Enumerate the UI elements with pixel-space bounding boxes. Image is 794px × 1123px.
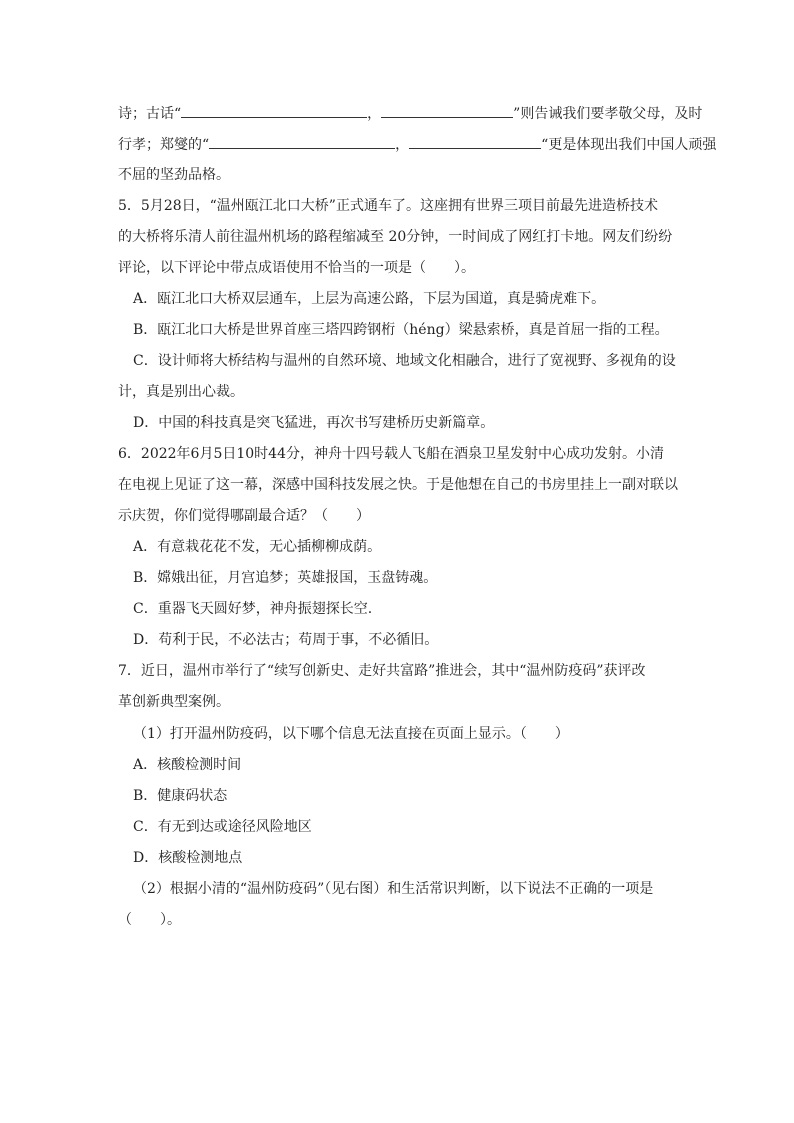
question-6-stem: 示庆贺，你们觉得哪副最合适？（ ） [118, 508, 370, 524]
question-7-sub-1: （1）打开温州防疫码，以下哪个信息无法直接在页面上显示。（ ） [133, 726, 569, 742]
fill-blank-1[interactable] [181, 103, 367, 118]
intro-text: 行孝；郑燮的“ [118, 137, 210, 153]
intro-separator: ， [367, 106, 382, 122]
question-7-option-d[interactable]: D．核酸检测地点 [133, 850, 243, 866]
question-6-option-c[interactable]: C．重器飞天圆好梦，神舟振翅探长空. [133, 601, 373, 617]
question-6-option-a[interactable]: A．有意栽花花不发，无心插柳柳成荫。 [133, 539, 382, 555]
question-6-stem: 6．2022年6月5日10时44分，神舟十四号载人飞船在酒泉卫星发射中心成功发射。小清 [118, 446, 664, 462]
question-6-stem: 在电视上见证了这一幕，深感中国科技发展之快。于是他想在自己的书房里挂上一副对联以 [118, 477, 678, 493]
question-6-option-d[interactable]: D．苟利于民，不必法古；苟周于事，不必循旧。 [133, 632, 439, 648]
fill-blank-4[interactable] [409, 134, 541, 149]
question-6-option-b[interactable]: B．嫦娥出征，月宫追梦；英雄报国，玉盘铸魂。 [133, 570, 438, 586]
question-7-sub-2-cont: （ ）。 [118, 912, 181, 928]
question-7-sub-2: （2）根据小清的“温州防疫码”（见右图）和生活常识判断，以下说法不正确的一项是 [133, 881, 654, 897]
intro-line-3: 不屈的坚劲品格。 [118, 167, 230, 183]
question-5-option-a[interactable]: A．瓯江北口大桥双层通车，上层为高速公路，下层为国道，真是骑虎难下。 [133, 291, 606, 307]
question-5-option-d[interactable]: D．中国的科技真是突飞猛进，再次书写建桥历史新篇章。 [133, 415, 495, 431]
question-5-stem: 评论，以下评论中带点成语使用不恰当的一项是（ ）。 [118, 260, 475, 276]
question-7-option-a[interactable]: A．核酸检测时间 [133, 757, 242, 773]
question-5-stem: 5．5月28日，“温州瓯江北口大桥”正式通车了。这座拥有世界三项目前最先进造桥技术 [118, 198, 658, 214]
intro-line-1 [118, 103, 702, 124]
intro-line-2 [118, 134, 716, 155]
fill-blank-3[interactable] [209, 134, 395, 149]
question-7-stem: 7．近日，温州市举行了“续写创新史、走好共富路”推进会，其中“温州防疫码”获评改 [118, 663, 646, 679]
fill-blank-2[interactable] [381, 103, 513, 118]
intro-text: ”则告诫我们要孝敬父母，及时 [513, 106, 703, 122]
question-5-stem: 的大桥将乐清人前往温州机场的路程缩减至 20分钟，一时间成了网红打卡地。网友们纷纷 [118, 229, 673, 245]
question-5-option-c[interactable]: C．设计师将大桥结构与温州的自然环境、地域文化相融合，进行了宽视野、多视角的设 [133, 353, 676, 369]
question-7-option-b[interactable]: B．健康码状态 [133, 788, 228, 804]
question-7-option-c[interactable]: C．有无到达或途径风险地区 [133, 819, 312, 835]
intro-separator: ， [395, 137, 410, 153]
question-7-stem: 革创新典型案例。 [118, 694, 230, 710]
question-5-option-c-cont: 计，真是别出心裁。 [118, 384, 244, 400]
intro-text: “更是体现出我们中国人顽强 [541, 137, 717, 153]
intro-text: 诗；古话“ [118, 106, 182, 122]
question-5-option-b[interactable]: B．瓯江北口大桥是世界首座三塔四跨钢桁（héng）梁悬索桥，真是首屈一指的工程。 [133, 322, 669, 338]
